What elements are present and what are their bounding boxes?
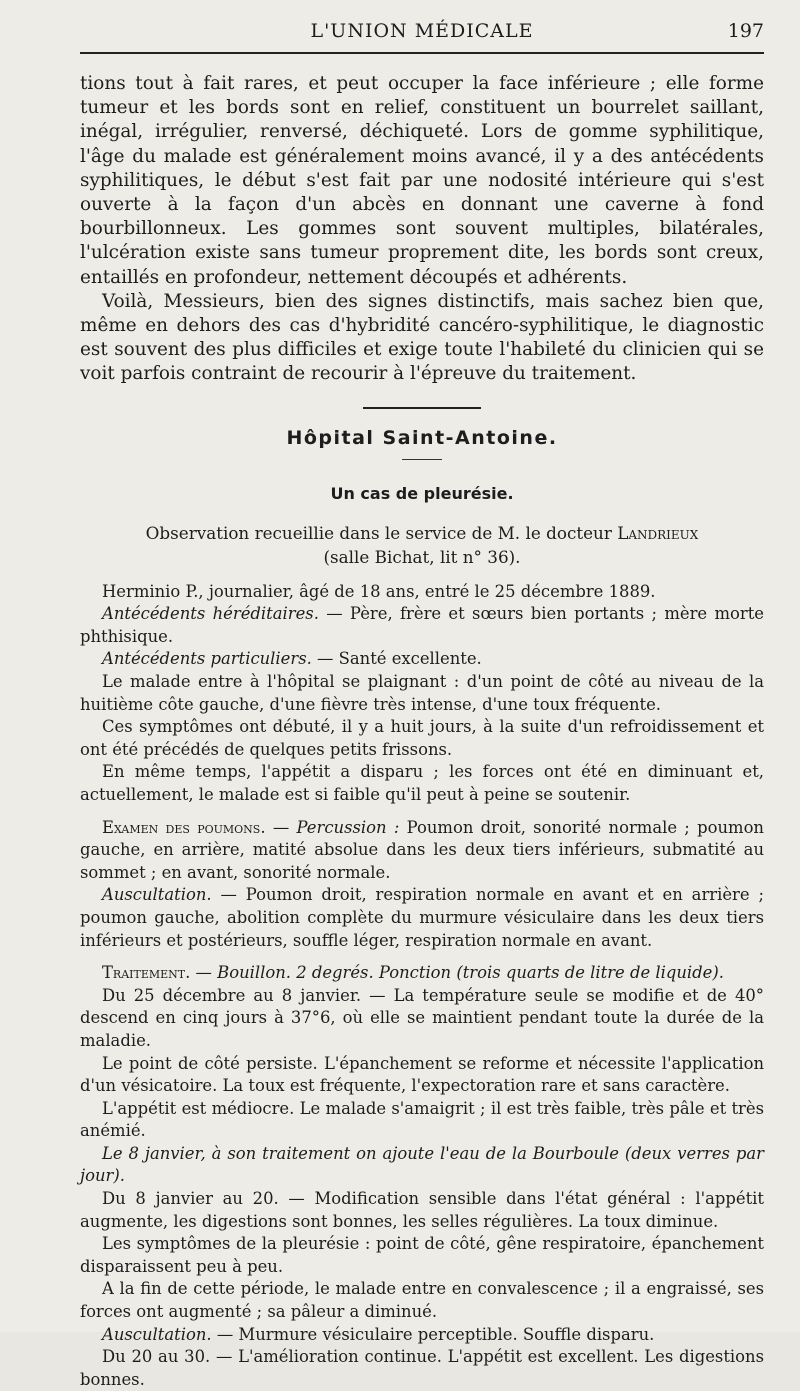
case-heading: Un cas de pleurésie. [330, 483, 514, 503]
observation-location: (salle Bichat, lit n° 36). [323, 546, 521, 567]
lung-exam [80, 817, 764, 885]
paragraph-diagnosis: tions tout à fait rares, et peut occuper la face inférieure ; elle forme tumeur et les bords sont en relief, constituent un bourrelet saillant, inégal, irrégulier, renversé, déchiqueté. Lors de gomme syphilitique, l'âge du malade est généralement moins avancé, il y a des antécédents syphilitiques, le début s'est fait par une nodosité intérieure qui s'est ouverte à la façon d'un abcès en donnant une caverne à fond bourbillonneux. Les gommes sont souvent multiples, bilatérales, l'ulcération existe sans tumeur proprement dite, les bords sont creux, entaillés en profondeur, nettement découpés et adhérents. [80, 73, 764, 288]
exam-text: Poumon droit, sonorité normale ; poumon gauche, en arrière, matité absolue dans les deux tiers inférieurs, submatité au sommet ; en avant, sonorité normale. [80, 817, 764, 882]
auscultation2-text: — Murmure vésiculaire perceptible. Souffle disparu. [211, 1324, 655, 1344]
observation-prefix: Observation recueillie dans le service de M. le docteur [145, 522, 612, 543]
paragraph-convalescence: A la fin de cette période, le malade entre en convalescence ; il a engraissé, ses forces ont augmenté ; sa pâleur a diminué. [80, 1279, 764, 1322]
auscultation-paragraph [80, 884, 764, 952]
auscultation-label: Auscultation. [102, 885, 212, 905]
paragraph-appetite: En même temps, l'appétit a disparu ; les forces ont été en diminuant et, actuellement, le malade est si faible qu'il peut à peine se soutenir. [80, 762, 764, 804]
percussion-label: Percussion : [296, 817, 400, 837]
spacer [80, 952, 764, 962]
treatment-label: Traitement. [102, 963, 191, 983]
treatment-sep: — [190, 963, 218, 983]
page-number: 197 [727, 20, 764, 42]
paragraph-onset: Ces symptômes ont débuté, il y a huit jours, à la suite d'un refroidissement et ont été précédés de quelques petits frissons. [80, 717, 764, 759]
exam-sep: — [265, 817, 297, 837]
paragraph-temperature: Du 25 décembre au 8 janvier. — La température seule se modifie et de 40° descend en cinq jours à 37°6, où elle se maintient pendant toute la durée de la maladie. [80, 985, 764, 1050]
hereditary-history [80, 603, 764, 648]
hereditary-text: — Père, frère et sœurs bien portants ; mère morte phthisique. [80, 604, 764, 646]
paragraph-jan-20: Du 8 janvier au 20. — Modification sensible dans l'état général : l'appétit augmente, les digestions sont bonnes, les selles régulières. La toux diminue. [80, 1189, 764, 1231]
paragraph-jan-30: Du 20 au 30. — L'amélioration continue. L'appétit est excellent. Les digestions bonnes. [80, 1347, 764, 1389]
running-header [80, 14, 764, 54]
treatment-text: Bouillon. 2 degrés. Ponction (trois quarts de litre de liquide). [217, 963, 724, 983]
observation-attribution [80, 521, 764, 569]
auscultation-followup [80, 1324, 764, 1347]
paragraph-point: Le point de côté persiste. L'épanchement se reforme et nécessite l'application d'un vésicatoire. La toux est fréquente, l'expectoration rare et sans caractère. [80, 1053, 764, 1096]
paragraph-conclusion: Voilà, Messieurs, bien des signes distinctifs, mais sachez bien que, même en dehors des cas d'hybridité cancéro-syphilitique, le diagnostic est souvent des plus difficiles et exige toute l'habileté du clinicien qui se voit parfois contraint de recourir à l'épreuve du traitement. [80, 290, 764, 385]
treatment-paragraph [80, 962, 764, 985]
personal-label: Antécédents particuliers. [102, 649, 312, 669]
auscultation-text: — Poumon droit, respiration normale en avant et en arrière ; poumon gauche, abolition complète du murmure vésiculaire dans les deux tiers inférieurs et postérieurs, souffle léger, respiration normale en avant. [80, 885, 764, 950]
spacer [80, 807, 764, 817]
exam-label: Examen des poumons. [102, 817, 266, 837]
personal-history [80, 648, 764, 671]
personal-text: — Santé excellente. [311, 649, 482, 669]
section-divider [363, 407, 481, 409]
paragraph-weakness: L'appétit est médiocre. Le malade s'amaigrit ; il est très faible, très pâle et très anémié. [80, 1098, 764, 1141]
heading-underline [402, 459, 442, 460]
patient-intro: Herminio P., journalier, âgé de 18 ans, entré le 25 décembre 1889. [102, 581, 656, 601]
paragraph-symptoms: Les symptômes de la pleurésie : point de côté, gêne respiratoire, épanchement disparaissent peu à peu. [80, 1234, 764, 1276]
doctor-name: Landrieux [617, 522, 699, 543]
auscultation2-label: Auscultation. [102, 1324, 212, 1344]
hereditary-label: Antécédents héréditaires. [102, 604, 319, 624]
observation-line-1 [80, 521, 764, 545]
paragraph-entry: Le malade entre à l'hôpital se plaignant : d'un point de côté au niveau de la huitième côte gauche, d'une fièvre très intense, d'une toux fréquente. [80, 672, 764, 714]
running-title: L'UNION MÉDICALE [310, 20, 534, 42]
hospital-heading: Hôpital Saint-Antoine. [286, 426, 558, 449]
paragraph-bourboule: Le 8 janvier, à son traitement on ajoute l'eau de la Bourboule (deux verres par jour). [80, 1143, 764, 1186]
